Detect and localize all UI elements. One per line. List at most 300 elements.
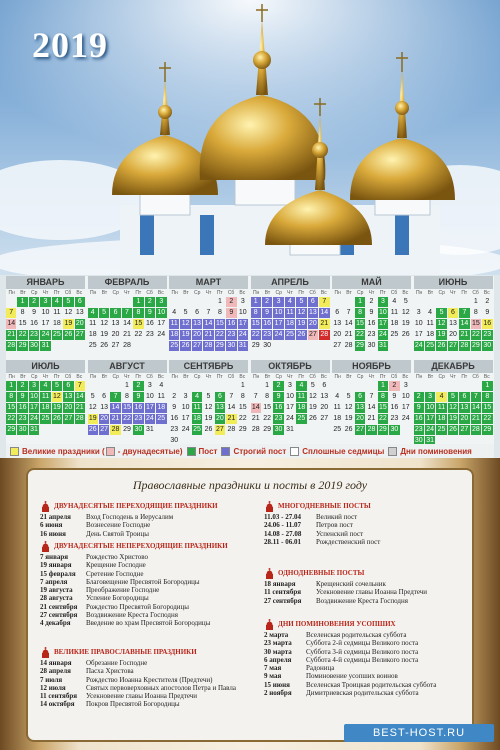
day-cell: 15 [379, 404, 387, 411]
day-grid [414, 381, 493, 446]
day-cell: 2 [273, 381, 283, 391]
day-cell: 19 [53, 404, 61, 411]
weekday-header [251, 289, 330, 297]
day-cell: 13 [216, 404, 224, 411]
weekday-label: Пт [135, 374, 142, 380]
day-cell: 5 [310, 382, 315, 389]
section-title: ВЕЛИКИЕ ПРАВОСЛАВНЫЕ ПРАЗДНИКИ [54, 648, 197, 656]
holiday-date: 21 сентября [40, 602, 78, 611]
day-cell: 28 [75, 415, 84, 422]
day-cell: 9 [226, 308, 236, 318]
weekday-label: Вс [76, 374, 83, 380]
holiday-row [264, 664, 469, 672]
day-cell: 3 [29, 381, 39, 391]
church-icon [264, 568, 275, 579]
day-cell: 14 [320, 309, 329, 316]
day-cell: 6 [335, 309, 340, 316]
weekday-label: Пт [298, 290, 305, 296]
weekday-label: Чт [205, 374, 212, 380]
day-cell: 3 [156, 297, 166, 307]
day-cell: 30 [274, 426, 283, 433]
day-cell: 31 [379, 342, 387, 349]
holiday-name: Рождество Христово [86, 553, 149, 561]
photo-header [0, 0, 500, 275]
holiday-date: 27 сентября [40, 611, 78, 620]
day-grid [332, 297, 411, 351]
day-cell: 19 [297, 320, 306, 327]
day-cell: 30 [227, 342, 236, 349]
holiday-date: 4 декабря [40, 619, 71, 628]
month-7 [6, 360, 85, 443]
section-oneday-fasts [264, 567, 469, 605]
day-cell: 29 [216, 342, 224, 349]
day-cell: 28 [111, 426, 120, 433]
day-cell: 4 [192, 392, 202, 402]
day-cell: 12 [308, 393, 317, 400]
day-cell: 14 [460, 320, 469, 327]
month-name: ИЮНЬ [414, 276, 493, 289]
weekday-header [414, 289, 493, 297]
weekday-label: Ср [31, 290, 38, 296]
weekday-label: Пн [415, 290, 423, 296]
weekday-label: Пт [216, 374, 223, 380]
day-cell: 18 [333, 415, 342, 422]
weekday-label: Пт [216, 290, 223, 296]
day-cell: 25 [157, 415, 166, 422]
day-blank [169, 297, 179, 307]
day-blank [99, 381, 109, 391]
day-cell: 29 [18, 342, 27, 349]
holiday-name: Вход Господень в Иерусалим [86, 513, 174, 521]
day-cell: 17 [379, 320, 387, 327]
day-cell: 20 [320, 404, 329, 411]
holiday-name: Преображение Господне [86, 586, 160, 595]
weekday-label: Ср [112, 290, 119, 296]
day-cell: 12 [100, 320, 109, 327]
day-cell: 10 [379, 309, 387, 316]
day-cell: 7 [122, 308, 132, 318]
day-blank [215, 381, 225, 391]
weekday-label: Вт [264, 374, 271, 380]
day-cell: 1 [125, 382, 129, 389]
day-cell: 14 [227, 404, 236, 411]
holiday-name: Рождество Иоанна Крестителя (Предтечи) [86, 675, 213, 684]
day-cell: 21 [471, 415, 480, 422]
day-cell: 28 [7, 342, 16, 349]
day-blank [448, 381, 458, 391]
day-cell: 27 [193, 342, 201, 349]
day-blank [436, 297, 446, 307]
day-cell: 15 [123, 404, 131, 411]
day-cell: 23 [263, 331, 272, 338]
day-cell: 7 [206, 309, 211, 316]
day-blank [343, 381, 353, 391]
day-grid [6, 381, 85, 435]
month-6 [414, 276, 493, 359]
day-cell: 7 [6, 308, 16, 318]
legend-remember-swatch [388, 447, 397, 456]
weekday-label: Пт [379, 290, 386, 296]
day-cell: 21 [123, 331, 131, 338]
day-cell: 20 [356, 415, 364, 422]
day-cell: 2 [226, 297, 236, 307]
holiday-row [264, 513, 469, 521]
weekday-label: Сб [146, 374, 153, 380]
day-blank [203, 381, 213, 391]
holiday-date: 18 января [264, 580, 296, 588]
day-cell: 29 [123, 426, 131, 433]
day-cell: 18 [157, 404, 166, 411]
day-cell: 7 [459, 308, 469, 318]
day-cell: 16 [134, 404, 143, 411]
day-blank [459, 297, 469, 307]
day-cell: 11 [426, 320, 434, 327]
day-cell: 21 [320, 320, 329, 327]
weekday-label: Пн [8, 374, 15, 380]
day-cell: 23 [134, 415, 143, 422]
day-cell: 30 [263, 342, 272, 349]
day-cell: 11 [193, 404, 201, 411]
day-cell: 6 [448, 308, 458, 318]
weekday-label: Пн [334, 290, 341, 296]
holiday-name: Суббота 4-й седмицы Великого поста [306, 655, 419, 664]
weekday-label: Сб [227, 374, 235, 380]
weekday-label: Пн [171, 374, 178, 380]
month-name: ИЮЛЬ [6, 360, 85, 373]
day-blank [88, 381, 98, 391]
holiday-date: 14 января [40, 659, 72, 667]
day-blank [414, 381, 424, 391]
day-cell: 13 [75, 309, 84, 316]
day-cell: 11 [333, 404, 341, 411]
day-cell: 26 [449, 426, 457, 433]
day-cell: 16 [227, 320, 236, 327]
day-cell: 7 [346, 309, 351, 316]
month-5 [332, 276, 411, 359]
day-cell: 16 [390, 404, 399, 411]
day-cell: 15 [18, 320, 27, 327]
ornate-frame [26, 468, 474, 742]
holiday-date: 30 марта [264, 647, 292, 656]
holiday-date: 9 мая [264, 672, 282, 681]
weekday-label: Сб [390, 374, 398, 380]
weekday-header [169, 289, 248, 297]
day-cell: 2 [29, 297, 39, 307]
day-cell: 22 [483, 415, 492, 422]
day-cell: 23 [145, 331, 154, 338]
day-cell: 28 [204, 342, 213, 349]
day-cell: 14 [123, 320, 131, 327]
day-cell: 3 [240, 298, 245, 305]
holiday-name: Сретение Господне [86, 569, 144, 578]
day-cell: 4 [52, 297, 62, 307]
day-blank [425, 297, 435, 307]
day-cell: 12 [88, 404, 97, 411]
weekday-label: Вс [239, 290, 246, 296]
day-cell: 31 [426, 437, 435, 444]
holidays-panel [0, 458, 500, 750]
holiday-row [40, 619, 255, 627]
weekday-header [332, 289, 411, 297]
day-cell: 21 [227, 415, 236, 422]
day-cell: 28 [367, 426, 376, 433]
day-cell: 7 [471, 392, 481, 402]
day-cell: 24 [181, 426, 190, 433]
day-cell: 17 [157, 320, 166, 327]
day-cell: 14 [111, 404, 120, 411]
holiday-row [40, 521, 255, 529]
day-cell: 4 [428, 309, 433, 316]
section-title: ДВУНАДЕСЯТЫЕ ПЕРЕХОДЯЩИЕ ПРАЗДНИКИ [54, 502, 218, 510]
day-cell: 8 [265, 393, 270, 400]
day-cell: 12 [204, 404, 213, 411]
day-cell: 18 [390, 320, 399, 327]
day-cell: 25 [286, 331, 294, 338]
month-name: МАРТ [169, 276, 248, 289]
weekday-label: Ср [275, 290, 282, 296]
day-cell: 12 [344, 404, 353, 411]
weekday-label: Вт [183, 374, 189, 380]
day-cell: 6 [75, 297, 85, 307]
day-cell: 16 [145, 320, 154, 327]
day-cell: 4 [40, 381, 50, 391]
month-name: НОЯБРЬ [332, 360, 411, 373]
holiday-date: 19 января [40, 561, 72, 570]
day-cell: 11 [170, 320, 178, 327]
weekday-header [6, 373, 85, 381]
weekday-label: Вс [483, 290, 490, 296]
month-2 [88, 276, 167, 359]
day-cell: 11 [53, 309, 61, 316]
weekday-header [6, 289, 85, 297]
weekday-label: Ср [194, 290, 201, 296]
holiday-date: 14.08 - 27.08 [264, 529, 302, 538]
day-cell: 10 [157, 309, 166, 316]
section-great [40, 646, 270, 709]
day-cell: 2 [133, 381, 143, 391]
weekday-label: Чт [368, 290, 375, 296]
day-cell: 19 [308, 404, 317, 411]
weekday-label: Чт [450, 290, 456, 296]
holiday-name: Усекновение главы Иоанна Предтечи [316, 588, 428, 597]
holiday-name: Рождественский пост [316, 537, 381, 546]
day-cell: 17 [238, 320, 247, 327]
weekday-header [88, 373, 167, 381]
month-name: ФЕВРАЛЬ [88, 276, 167, 289]
weekday-label: Чт [205, 290, 212, 296]
holiday-row [40, 570, 255, 578]
day-cell: 3 [147, 382, 152, 389]
month-name: ДЕКАБРЬ [414, 360, 493, 373]
day-cell: 21 [251, 415, 260, 422]
month-name: АПРЕЛЬ [251, 276, 330, 289]
day-cell: 14 [367, 404, 376, 411]
day-cell: 24 [41, 331, 50, 338]
day-cell: 19 [449, 415, 457, 422]
holiday-row [264, 689, 469, 697]
holiday-date: 11 сентября [40, 692, 78, 701]
day-cell: 27 [64, 415, 73, 422]
day-cell: 22 [216, 331, 224, 338]
day-cell: 7 [229, 393, 234, 400]
month-12 [414, 360, 493, 443]
day-cell: 6 [459, 392, 469, 402]
day-blank [355, 381, 365, 391]
day-blank [192, 297, 202, 307]
watermark: BEST-HOST.RU [344, 724, 494, 742]
weekday-label: Вт [427, 290, 434, 296]
day-cell: 11 [297, 393, 306, 400]
day-cell: 13 [449, 320, 457, 327]
holiday-name: Пасха Христова [86, 667, 134, 676]
day-cell: 19 [100, 331, 109, 338]
weekday-label: Пн [252, 374, 260, 380]
day-cell: 23 [483, 331, 492, 338]
church-icon [40, 501, 51, 512]
day-cell: 6 [63, 381, 73, 391]
day-cell: 13 [320, 393, 329, 400]
day-cell: 2 [369, 298, 374, 305]
day-cell: 18 [437, 415, 446, 422]
day-blank [459, 381, 469, 391]
holiday-date: 6 апреля [264, 655, 292, 664]
day-grid [169, 381, 248, 446]
day-cell: 7 [253, 393, 258, 400]
day-cell: 18 [286, 320, 294, 327]
day-cell: 7 [110, 392, 120, 402]
weekday-label: Чт [368, 374, 375, 380]
weekday-label: Вс [239, 374, 246, 380]
day-cell: 4 [392, 298, 397, 305]
holiday-date: 21 апреля [40, 513, 71, 521]
weekday-label: Чт [124, 374, 130, 380]
legend-post: Пост [198, 446, 218, 456]
day-cell: 24 [274, 331, 283, 338]
month-3 [169, 276, 248, 359]
day-cell: 9 [172, 404, 177, 411]
day-cell: 28 [460, 342, 469, 349]
day-cell: 27 [111, 342, 120, 349]
day-cell: 10 [30, 393, 38, 400]
weekday-label: Вс [402, 374, 409, 380]
day-cell: 25 [88, 342, 97, 349]
day-cell: 11 [390, 309, 398, 316]
day-cell: 4 [296, 381, 306, 391]
legend-twelve-swatch [106, 447, 115, 456]
day-cell: 30 [30, 342, 38, 349]
day-cell: 10 [145, 393, 154, 400]
day-cell: 27 [356, 426, 364, 433]
day-cell: 26 [437, 342, 446, 349]
month-name: ОКТЯБРЬ [251, 360, 330, 373]
day-cell: 6 [102, 393, 107, 400]
day-cell: 10 [401, 393, 410, 400]
holiday-row [264, 672, 469, 680]
day-cell: 10 [414, 320, 423, 327]
day-cell: 21 [204, 331, 213, 338]
holiday-name: Крещение Господне [86, 561, 146, 570]
day-cell: 16 [18, 404, 27, 411]
day-cell: 5 [403, 298, 408, 305]
weekday-label: Пн [415, 374, 423, 380]
month-9 [169, 360, 248, 443]
weekday-label: Пн [252, 290, 260, 296]
day-cell: 30 [367, 342, 376, 349]
holiday-name: Благовещение Пресвятой Богородицы [86, 577, 200, 586]
weekday-label: Чт [42, 374, 49, 380]
holidays-title: Православные праздники и посты в 2019 году [132, 478, 368, 492]
holiday-name: Поминовение усопших воинов [306, 672, 398, 681]
day-cell: 17 [426, 415, 435, 422]
holiday-row [40, 594, 255, 602]
day-blank [203, 297, 213, 307]
day-blank [180, 297, 190, 307]
day-cell: 28 [227, 426, 236, 433]
day-cell: 13 [64, 393, 73, 400]
day-cell: 5 [63, 297, 73, 307]
day-cell: 11 [41, 393, 50, 400]
day-blank [180, 381, 190, 391]
day-cell: 23 [390, 415, 399, 422]
day-cell: 1 [355, 297, 365, 307]
holiday-row [40, 561, 255, 569]
holiday-row [40, 667, 270, 675]
day-cell: 9 [32, 309, 37, 316]
day-cell: 31 [286, 426, 294, 433]
day-cell: 12 [64, 309, 73, 316]
day-blank [332, 297, 342, 307]
day-cell: 2 [414, 392, 424, 402]
day-cell: 21 [460, 331, 469, 338]
day-cell: 31 [238, 342, 247, 349]
day-cell: 26 [308, 415, 317, 422]
holiday-date: 28 августа [40, 594, 73, 603]
day-cell: 15 [134, 320, 143, 327]
day-cell: 14 [344, 320, 353, 327]
holiday-date: 2 марта [264, 631, 289, 639]
day-cell: 17 [286, 404, 294, 411]
holiday-row [40, 530, 255, 538]
day-cell: 15 [263, 404, 272, 411]
weekday-label: Сб [309, 290, 316, 296]
day-cell: 25 [170, 342, 179, 349]
day-cell: 9 [17, 392, 27, 402]
day-cell: 16 [274, 404, 283, 411]
holiday-date: 15 июня [264, 680, 290, 689]
holiday-row [40, 611, 255, 619]
weekday-label: Ср [438, 374, 445, 380]
holiday-date: 14 октября [40, 700, 75, 709]
day-cell: 10 [238, 309, 247, 316]
day-cell: 25 [297, 415, 306, 422]
weekday-label: Вс [76, 290, 83, 296]
day-cell: 29 [251, 342, 260, 349]
day-cell: 17 [41, 320, 50, 327]
day-cell: 30 [390, 426, 399, 433]
day-cell: 17 [274, 320, 283, 327]
day-cell: 22 [7, 415, 16, 422]
day-cell: 19 [64, 320, 73, 327]
day-cell: 4 [159, 382, 164, 389]
day-cell: 9 [273, 392, 283, 402]
day-cell: 1 [133, 297, 143, 307]
weekday-label: Вт [346, 374, 352, 380]
day-grid [88, 381, 167, 435]
day-blank [251, 381, 261, 391]
day-cell: 2 [145, 297, 155, 307]
day-cell: 9 [262, 308, 272, 318]
day-grid [332, 381, 411, 435]
